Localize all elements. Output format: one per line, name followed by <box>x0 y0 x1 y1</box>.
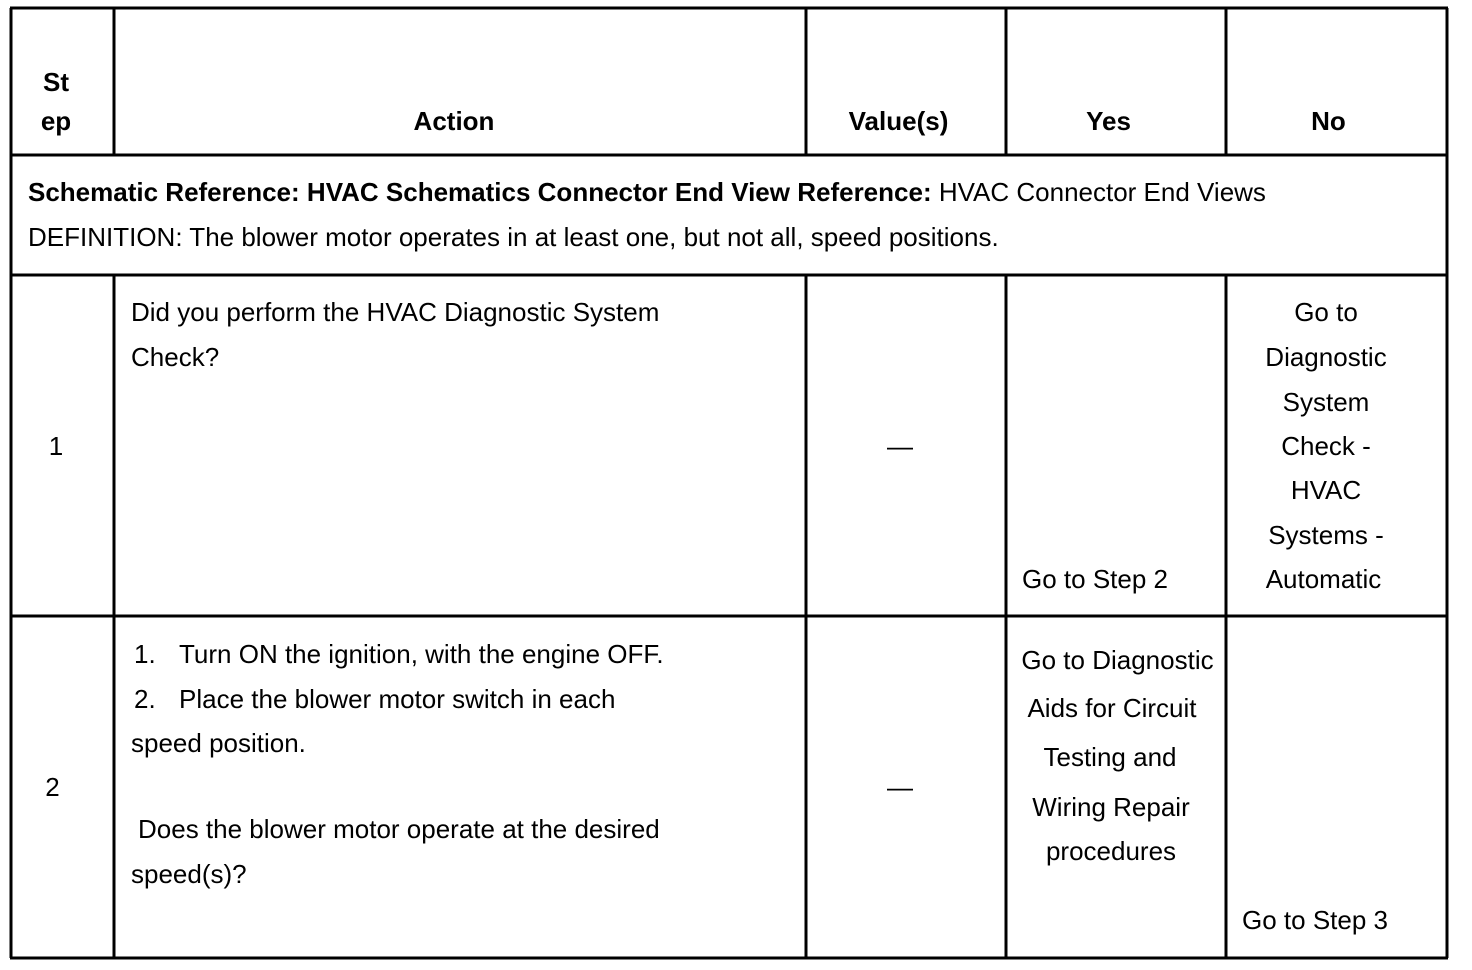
step-2-yes-line3: Testing and <box>1043 742 1177 772</box>
step-2-number: 2 <box>45 772 60 802</box>
step-2-yes-line4: Wiring Repair <box>1032 792 1190 822</box>
connector-reference-label: Connector End View Reference: <box>537 177 932 207</box>
step-2-question-line2: speed(s)? <box>131 859 247 889</box>
step-2-item2-text: Place the blower motor switch in each <box>179 684 616 714</box>
header-step-line1: St <box>43 67 69 97</box>
step-1-number: 1 <box>48 431 64 461</box>
step-1-no-line6: Systems - <box>1268 520 1384 550</box>
step-1-action-line2: Check? <box>131 342 220 372</box>
step-1-no-line2: Diagnostic <box>1265 342 1387 372</box>
step-2-item1-number: 1. <box>134 639 156 669</box>
step-2-question-line1: Does the blower motor operate at the desired <box>138 814 660 844</box>
reference-line <box>28 170 1266 215</box>
step-1-yes: Go to Step 2 <box>1022 564 1168 594</box>
step-2-item2-continuation: speed position. <box>131 728 306 758</box>
step-2-item1-text: Turn ON the ignition, with the engine OFF. <box>179 639 664 669</box>
step-2-yes-line5: procedures <box>1045 836 1177 866</box>
step-1-no-line4: Check - <box>1281 431 1371 461</box>
schematic-reference-value: HVAC Schematics <box>306 177 531 207</box>
step-1-no-line1: Go to <box>1294 297 1358 327</box>
connector-reference-value: HVAC Connector End Views <box>938 177 1266 207</box>
step-1-action-line1: Did you perform the HVAC Diagnostic System <box>131 297 660 327</box>
step-2-value: — <box>887 772 913 802</box>
header-action: Action <box>413 106 495 136</box>
step-2-yes-line2: Aids for Circuit <box>1027 693 1197 723</box>
definition-text: DEFINITION: The blower motor operates in at least one, but not all, speed positions. <box>28 222 999 252</box>
step-1-value: — <box>887 431 913 461</box>
step-2-item2-number: 2. <box>134 684 156 714</box>
step-1-no-line7: Automatic <box>1265 564 1382 594</box>
header-values: Value(s) <box>848 106 949 136</box>
header-yes: Yes <box>1086 106 1131 136</box>
step-1-no-line5: HVAC <box>1290 475 1362 505</box>
step-2-yes-line1: Go to Diagnostic <box>1021 645 1214 675</box>
schematic-reference-label: Schematic Reference: <box>28 177 300 207</box>
header-step-line2: ep <box>40 106 72 136</box>
header-no: No <box>1311 106 1346 136</box>
step-2-no: Go to Step 3 <box>1242 905 1388 935</box>
step-1-no-line3: System <box>1282 387 1370 417</box>
